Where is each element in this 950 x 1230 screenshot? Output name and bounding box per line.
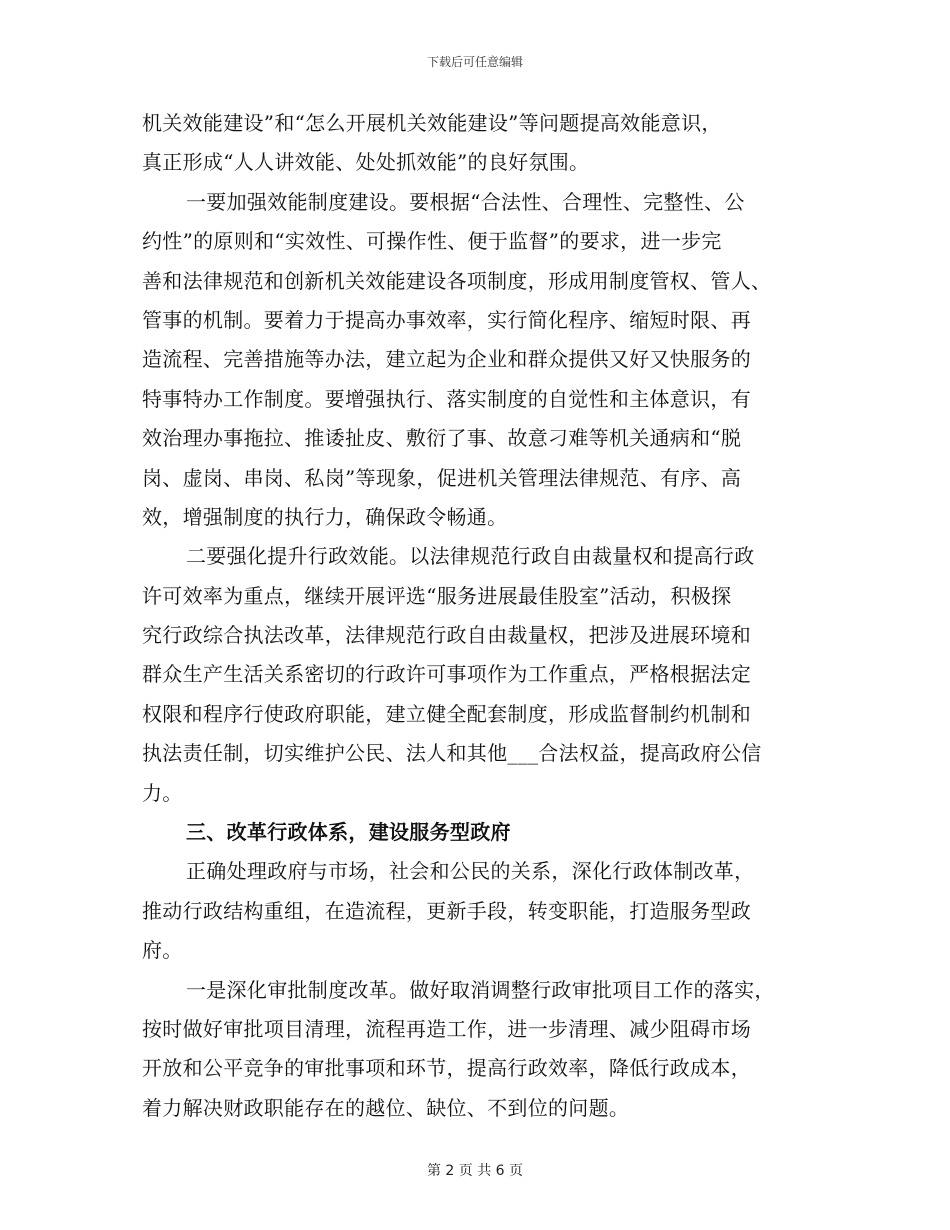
text-line: 许可效率为重点，继续开展评选“服务进展最佳股室”活动，积极探 (142, 583, 732, 608)
text-line: 府。 (142, 938, 183, 963)
text-line: 约性”的原则和“实效性、可操作性、便于监督”的要求，进一步完 (142, 229, 722, 254)
paragraph-start-line: 二要强化提升行政效能。以法律规范行政自由裁量权和提高行政 (186, 544, 755, 569)
text-line: 开放和公平竞争的审批事项和环节，提高行政效率，降低行政成本， (142, 1056, 751, 1081)
page-number: 第 2 页 共 6 页 (426, 1163, 524, 1179)
text-line: 机关效能建设”和“怎么开展机关效能建设”等问题提高效能意识， (142, 111, 722, 135)
text-line: 着力解决财政职能存在的越位、缺位、不到位的问题。 (142, 1095, 630, 1120)
paragraph-start-line: 正确处理政府与市场，社会和公民的关系，深化行政体制改革， (186, 859, 755, 884)
text-line: 权限和程序行使政府职能，建立健全配套制度，形成监督制约机制和 (142, 701, 751, 726)
text-line: 执法责任制，切实维护公民、法人和其他___合法权益，提高政府公信 (142, 741, 762, 766)
text-line: 管事的机制。要着力于提高办事效率，实行简化程序、缩短时限、再 (142, 307, 751, 332)
text-line: 究行政综合执法改革，法律规范行政自由裁量权，把涉及进展环境和 (142, 623, 751, 648)
paragraph-start-line: 一要加强效能制度建设。要根据“合法性、合理性、完整性、公 (186, 189, 745, 214)
text-line: 按时做好审批项目清理，流程再造工作，进一步清理、减少阻碍市场 (142, 1016, 751, 1041)
text-line: 特事特办工作制度。要增强执行、落实制度的自觉性和主体意识，有 (142, 386, 751, 411)
text-line: 造流程、完善措施等办法，建立起为企业和群众提供又好又快服务的 (142, 347, 751, 372)
page-header: 下载后可任意编辑 (426, 55, 523, 69)
text-line: 真正形成“人人讲效能、处处抓效能”的良好氛围。 (142, 150, 590, 175)
text-line: 岗、虚岗、串岗、私岗”等现象，促进机关管理法律规范、有序、高 (142, 465, 742, 490)
text-line: 效，增强制度的执行力，确保政令畅通。 (142, 504, 508, 529)
text-line: 力。 (142, 780, 183, 805)
section-heading: 三、改革行政体系，建设服务型政府 (186, 820, 511, 845)
text-line: 善和法律规范和创新机关效能建设各项制度，形成用制度管权、管人、 (142, 268, 772, 293)
document-body (142, 104, 810, 1128)
text-line: 推动行政结构重组，在造流程，更新手段，转变职能，打造服务型政 (142, 898, 751, 923)
text-line: 群众生产生活关系密切的行政许可事项作为工作重点，严格根据法定 (142, 662, 751, 687)
paragraph-start-line: 一是深化审批制度改革。做好取消调整行政审批项目工作的落实， (186, 977, 775, 1002)
text-line: 效治理办事拖拉、推诿扯皮、敷衍了事、故意刁难等机关通病和“脱 (142, 426, 742, 451)
